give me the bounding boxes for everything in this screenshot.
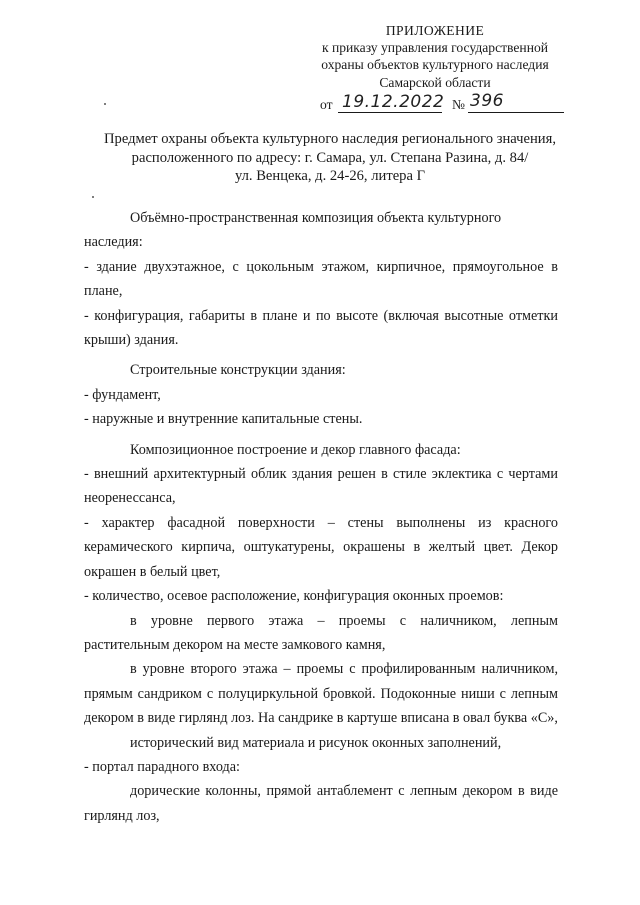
paragraph: - количество, осевое расположение, конфигурация оконных проемов: bbox=[84, 588, 504, 605]
date-prefix: от bbox=[320, 97, 333, 112]
appendix-line: охраны объектов культурного наследия bbox=[321, 57, 549, 73]
scan-speck bbox=[92, 196, 94, 198]
paragraph: дорические колонны, прямой антаблемент с лепным декором в виде гирлянд лоз, bbox=[84, 783, 558, 824]
paragraph: - конфигурация, габариты в плане и по высоте (включая высотные отметки крыши) здания. bbox=[84, 307, 558, 349]
number-underline bbox=[468, 112, 564, 113]
order-reference bbox=[320, 92, 570, 116]
document-body bbox=[84, 206, 558, 828]
number-prefix: № bbox=[452, 97, 465, 112]
scan-speck bbox=[104, 103, 106, 105]
paragraph: в уровне первого этажа – проемы с наличником, лепным растительным декором на месте замкового камня, bbox=[84, 612, 558, 653]
appendix-header bbox=[300, 22, 570, 91]
paragraph: - фундамент, bbox=[84, 386, 161, 403]
paragraph: - внешний архитектурный облик здания решен в стиле эклектика с чертами неоренессанса, bbox=[84, 466, 558, 507]
paragraph: Объёмно-пространственная композиция объекта культурного наследия: bbox=[84, 210, 502, 251]
handwritten-number: 396 bbox=[470, 91, 504, 111]
paragraph: исторический вид материала и рисунок оконных заполнений, bbox=[130, 734, 502, 751]
date-underline bbox=[338, 112, 442, 113]
subject-line: Предмет охраны объекта культурного наследия регионального значения, bbox=[104, 131, 556, 147]
appendix-line: Самарской области bbox=[379, 74, 491, 90]
paragraph: - здание двухэтажное, с цокольным этажом, кирпичное, прямоугольное в плане, bbox=[84, 258, 558, 300]
document-subject bbox=[80, 130, 580, 186]
paragraph: Строительные конструкции здания: bbox=[130, 362, 346, 379]
appendix-title: ПРИЛОЖЕНИЕ bbox=[385, 23, 485, 38]
paragraph: - характер фасадной поверхности – стены выполнены из красного керамического кирпича, оштукатурены, окрашены в желтый цвет. Декор окрашен в белый цвет, bbox=[84, 514, 558, 580]
paragraph: в уровне второго этажа – проемы с профилированным наличником, прямым сандриком с полуциркульной бровкой. Подоконные ниши с лепным декором в виде гирлянд лоз. На сандрике в картуше вписана в овал буква «С», bbox=[84, 661, 558, 727]
paragraph: - наружные и внутренние капитальные стены. bbox=[84, 411, 363, 428]
paragraph: Композиционное построение и декор главного фасада: bbox=[130, 441, 461, 458]
subject-line: ул. Венцека, д. 24-26, литера Г bbox=[234, 168, 426, 185]
appendix-line: к приказу управления государственной bbox=[321, 40, 549, 56]
subject-line: расположенного по адресу: г. Самара, ул. Степана Разина, д. 84/ bbox=[131, 149, 529, 166]
paragraph: - портал парадного входа: bbox=[84, 758, 240, 775]
handwritten-date: 19.12.2022 bbox=[342, 92, 445, 112]
